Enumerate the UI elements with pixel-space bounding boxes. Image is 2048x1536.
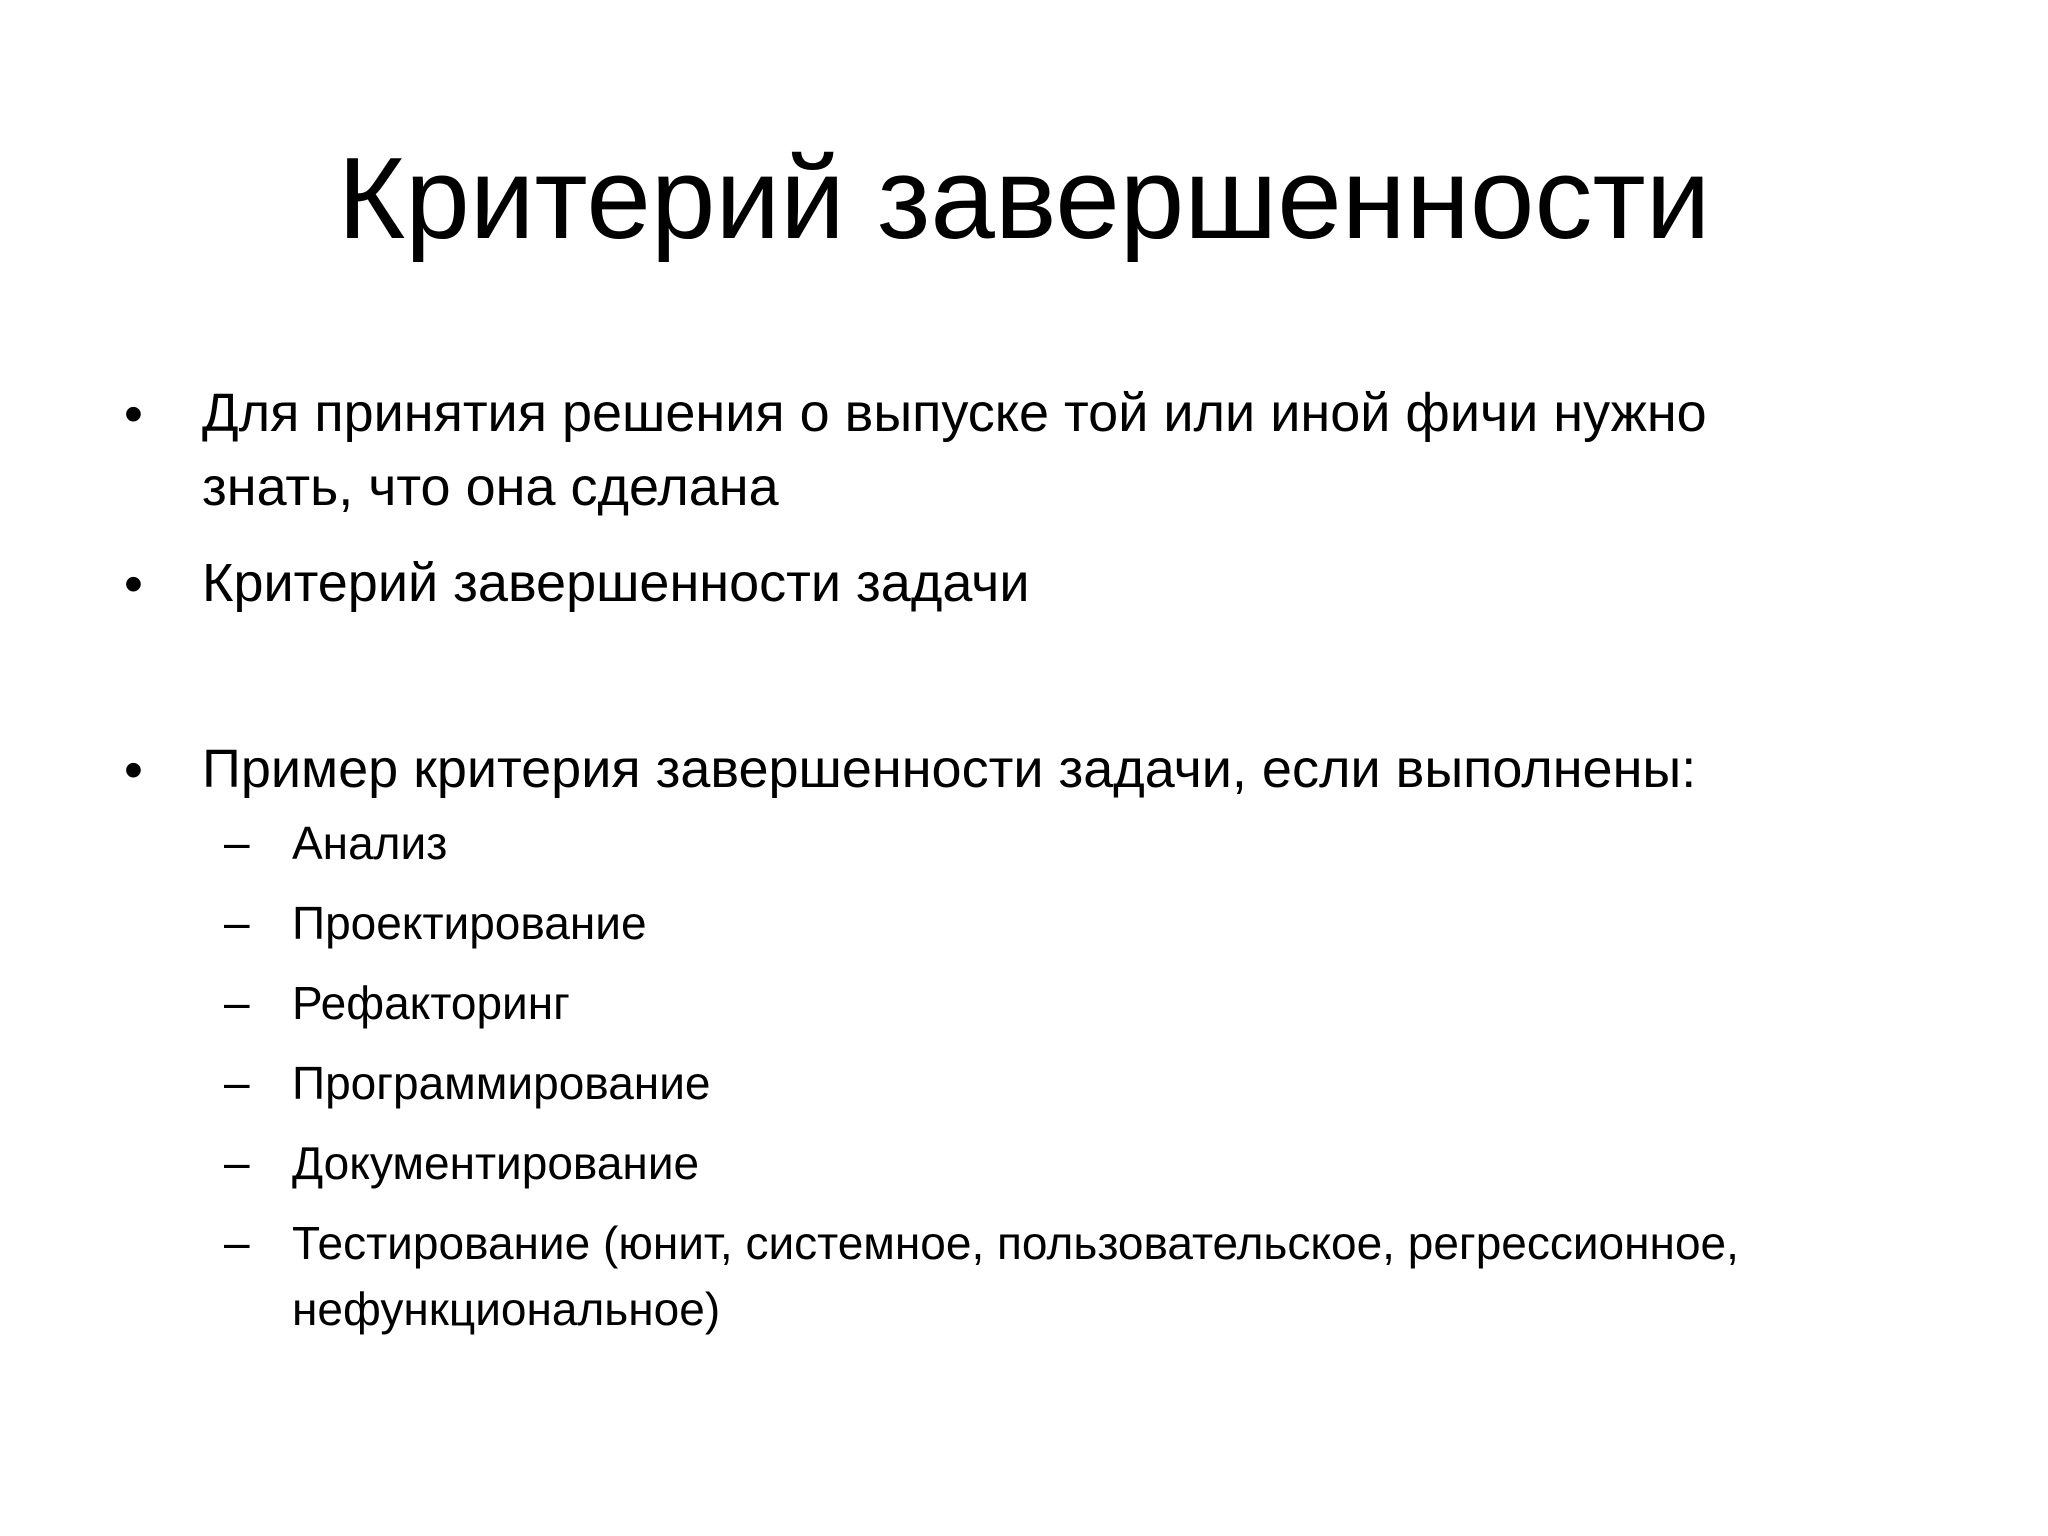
subitem-text: Тестирование (юнит, системное, пользовательское, регрессионное,	[292, 1217, 1739, 1269]
bullet-text: Пример критерия завершенности задачи, если выполнены:	[202, 739, 1697, 799]
dash-icon: –	[224, 1056, 250, 1108]
subitem-text: Анализ	[292, 817, 448, 869]
bullet-icon: •	[124, 740, 143, 800]
dash-icon: –	[224, 816, 250, 868]
subitem-text-continuation: нефункциональное)	[292, 1283, 721, 1335]
dash-icon: –	[224, 896, 250, 948]
slide-title: Критерий завершенности	[337, 133, 1711, 263]
dash-icon: –	[224, 1216, 250, 1268]
subitem-text: Рефакторинг	[292, 977, 570, 1029]
bullet-icon: •	[124, 384, 143, 444]
subitem-text: Программирование	[292, 1057, 711, 1109]
bullet-text: Для принятия решения о выпуске той или иной фичи нужно	[202, 383, 1707, 443]
bullet-icon: •	[124, 554, 143, 614]
dash-icon: –	[224, 976, 250, 1028]
bullet-text: Критерий завершенности задачи	[202, 553, 1030, 613]
bullet-text-continuation: знать, что она сделана	[202, 457, 779, 517]
subitem-text: Документирование	[292, 1137, 700, 1189]
dash-icon: –	[224, 1136, 250, 1188]
subitem-text: Проектирование	[292, 897, 647, 949]
